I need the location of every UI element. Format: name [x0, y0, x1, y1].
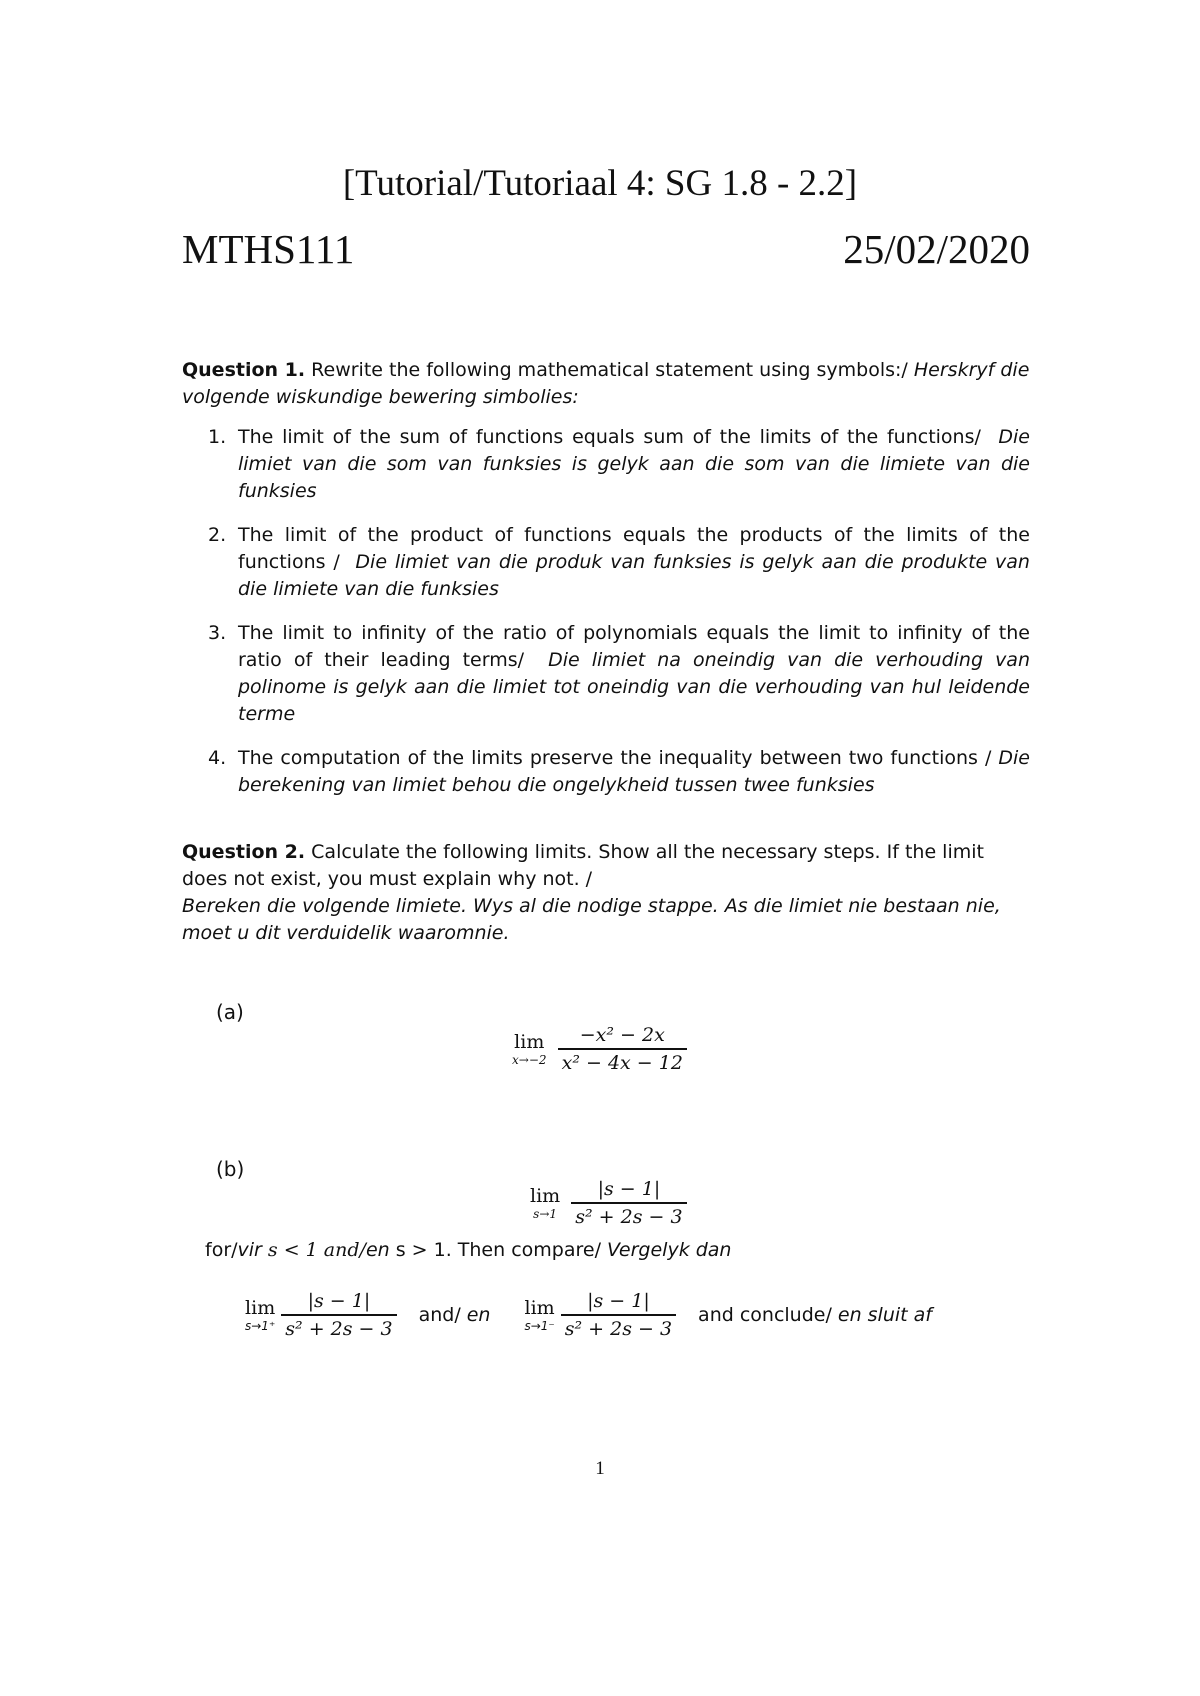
- and-text: and/: [418, 1303, 461, 1326]
- item-number: 4.: [208, 747, 227, 769]
- fraction-denominator: s² + 2s − 3: [564, 1317, 673, 1340]
- item-text-af: Die limiet van die som van funksies is gelyk aan die som van die limiete van die funksies: [238, 426, 1030, 502]
- condition-2: s > 1. Then compare/: [395, 1239, 601, 1261]
- fraction-denominator: s² + 2s − 3: [575, 1205, 683, 1228]
- lim-subscript: s→1: [533, 1206, 558, 1221]
- question-1-intro: [182, 357, 1030, 411]
- question-1-list: [208, 424, 1030, 816]
- lim-word: lim: [245, 1296, 276, 1319]
- part-a-label: (a): [216, 1000, 244, 1024]
- item-text: The computation of the limits preserve the inequality between two functions /: [238, 747, 992, 769]
- question-1-text-af: Herskryf die volgende wiskundige bewering simbolies:: [182, 359, 1030, 408]
- item-text: The limit of the product of functions equals the products of the limits of the functions /: [238, 524, 1030, 573]
- item-text: The limit to infinity of the ratio of polynomials equals the limit to infinity of the ratio of their leading terms/: [238, 622, 1030, 671]
- page-number: 1: [595, 1458, 605, 1479]
- tutorial-title: [Tutorial/Tutoriaal 4: SG 1.8 - 2.2]: [342, 163, 858, 204]
- tutorial-date: 25/02/2020: [843, 226, 1030, 272]
- list-item: [208, 745, 1030, 799]
- item-text-af: Die berekening van limiet behou die ongelykheid tussen twee funksies: [238, 747, 1030, 796]
- fraction-denominator: x² − 4x − 12: [561, 1051, 683, 1074]
- item-number: 2.: [208, 524, 227, 546]
- part-b-condition: [205, 1239, 731, 1261]
- fraction-numerator: |s − 1|: [307, 1290, 371, 1312]
- lim-word: lim: [524, 1296, 555, 1319]
- question-2-text-af: Bereken die volgende limiete. Wys al die nodige stappe. As die limiet nie bestaan nie, moet u dit verduidelik waaromnie.: [182, 895, 1001, 944]
- item-text-af: Die limiet van die produk van funksies is gelyk aan die produkte van die limiete van die funksies: [238, 551, 1030, 600]
- fraction-numerator: |s − 1|: [587, 1290, 650, 1312]
- lim-word: lim: [514, 1030, 545, 1053]
- question-1-text: Rewrite the following mathematical statement using symbols:/: [311, 359, 908, 381]
- question-1-label: Question 1.: [182, 359, 306, 381]
- conclude-text-af: en sluit af: [837, 1303, 932, 1326]
- item-text: The limit of the sum of functions equals sum of the limits of the functions/: [238, 426, 981, 448]
- list-item: [208, 522, 1030, 603]
- condition-af: Vergelyk dan: [607, 1239, 732, 1261]
- lim-subscript: s→1⁺: [245, 1318, 276, 1333]
- part-a-limit: [512, 1024, 687, 1074]
- conclude-text: and conclude/: [698, 1303, 832, 1326]
- lim-subscript: x→−2: [512, 1052, 547, 1067]
- item-text-af: Die limiet na oneindig van die verhouding van polinome is gelyk aan die limiet tot oneindig van die verhouding van hul leidende terme: [238, 649, 1030, 725]
- list-item: [208, 424, 1030, 505]
- item-number: 3.: [208, 622, 227, 644]
- question-2-intro: [182, 839, 1030, 947]
- item-number: 1.: [208, 426, 227, 448]
- one-sided-limits: [245, 1290, 932, 1340]
- lim-word: lim: [530, 1184, 561, 1207]
- condition-1: s < 1 and/: [267, 1239, 366, 1261]
- condition-for: for/: [205, 1239, 238, 1261]
- question-2-label: Question 2.: [182, 841, 306, 863]
- condition-en: en: [365, 1239, 390, 1261]
- question-2-text: Calculate the following limits. Show all the necessary steps. If the limit does not exist, you must explain why not. /: [182, 841, 984, 890]
- course-code: MTHS111: [182, 226, 355, 272]
- fraction-denominator: s² + 2s − 3: [285, 1317, 393, 1340]
- part-b-label: (b): [216, 1157, 245, 1181]
- fraction-numerator: −x² − 2x: [579, 1024, 665, 1046]
- part-b-limit: [530, 1178, 687, 1228]
- en-text: en: [466, 1303, 491, 1326]
- fraction-numerator: |s − 1|: [597, 1178, 661, 1200]
- list-item: [208, 620, 1030, 728]
- condition-vir: vir: [237, 1239, 262, 1261]
- lim-subscript: s→1⁻: [524, 1318, 555, 1333]
